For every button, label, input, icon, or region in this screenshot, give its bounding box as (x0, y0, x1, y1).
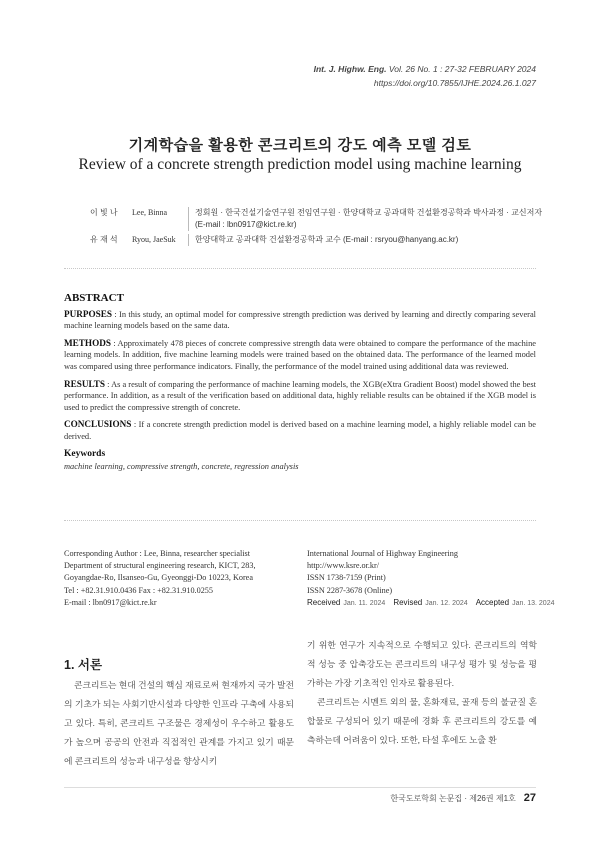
conclusions-text: : If a concrete strength prediction model is derived based on a machine learning model, a highly reliable model can be derived. (64, 420, 536, 441)
korean-title: 기계학습을 활용한 콘크리트의 강도 예측 모델 검토 (128, 137, 472, 154)
corr-line-2: Department of structural engineering research, KICT, 283, (64, 561, 256, 571)
corr-line-4: Tel : +82.31.910.0436 Fax : +82.31.910.0255 (64, 585, 213, 595)
corr-line-3: Goyangdae-Ro, Ilsanseo-Gu, Gyeonggi-Do 10223, Korea (64, 573, 253, 583)
revised-label: Revised (393, 597, 423, 607)
author-2-affiliation: 한양대학교 공과대학 건설환경공학과 교수 (E-mail : rsryou@hanyang.ac.kr) (188, 234, 458, 246)
english-title: Review of a concrete strength prediction model using machine learning (78, 156, 522, 173)
abstract-conclusions (64, 419, 536, 442)
author-1-email: (E-mail : lbn0917@kict.re.kr) (195, 220, 297, 229)
issn-print: ISSN 1738-7159 (Print) (307, 573, 386, 583)
body-paragraph-1-continued: 기 위한 연구가 지속적으로 수행되고 있다. 콘크리트의 역학적 성능 중 압축강도는 콘크리트의 내구성 평가 및 성능을 평가하는 가장 기초적인 인자로 활용된다. (307, 640, 537, 688)
purposes-text: : In this study, an optimal model for compressive strength prediction was derived by learning and directly comparing several machine learning models based on the same data. (64, 309, 536, 331)
divider-top (64, 268, 536, 269)
body-paragraph-2: 콘크리트는 시멘트 외의 물, 혼화재료, 골재 등의 불균질 혼합물로 구성되어 있기 때문에 경화 후 콘크리트의 강도를 예측하는데 어려움이 있다. 또한, 타설 후에도 노출 환 (307, 697, 537, 745)
body-column-left (64, 676, 294, 771)
divider-bottom (64, 520, 536, 521)
abstract (64, 293, 536, 473)
publication-block (307, 548, 561, 610)
correspondence-block (64, 548, 256, 609)
keywords-heading: Keywords (64, 448, 106, 459)
author-1-english-name: Lee, Binna (132, 208, 168, 217)
corr-line-1: Corresponding Author : Lee, Binna, researcher specialist (64, 549, 250, 558)
abstract-results (64, 379, 536, 414)
body-paragraph-1: 콘크리트는 현대 건설의 핵심 재료로써 현재까지 국가 발전의 기초가 되는 사회기반시설과 다양한 인프라 구축에 사용되고 있다. 특히, 콘크리트 구조물은 경제성이 우수하고 활용도가 높으며 공공의 안전과 직접적인 관계를 가지고 있기 때문에 콘크리트의 성능과 내구성을 향상시키 (64, 680, 294, 766)
abstract-heading: ABSTRACT (64, 292, 124, 304)
results-label: RESULTS (64, 378, 106, 389)
conclusions-label: CONCLUSIONS (64, 419, 132, 430)
journal-abbrev: Int. J. Highw. Eng. (313, 64, 387, 74)
received-date: Jan. 11. 2024 (343, 599, 386, 607)
author-2-english-name: Ryou, JaeSuk (132, 235, 176, 244)
body-column-right (307, 636, 537, 750)
methods-label: METHODS (64, 337, 111, 348)
author-1-korean-name: 이 빛 나 (90, 208, 118, 217)
abstract-purposes (64, 309, 536, 332)
results-text: : As a result of comparing the performance of machine learning models, the XGB(eXtra Gradient Boost) model showed the best performance. In addition, as a result of the verification based on additional data, highly reliable results can be obtained if the XGB model is used to predict the compressive strength of concrete. (64, 379, 536, 412)
corr-line-5: E-mail : lbn0917@kict.re.kr (64, 597, 157, 607)
journal-name: International Journal of Highway Engineering (307, 549, 458, 558)
keywords-text: machine learning, compressive strength, concrete, regression analysis (64, 462, 299, 472)
author-2-korean-name: 유 재 석 (90, 235, 118, 244)
methods-text: : Approximately 478 pieces of concrete compressive strength data were obtained to compare the performance of the machine learning models. In addition, five machine learning models were trained based on the obtained data. The performance of the learned model was compared using three performance indicators. Finally, the performance of the model trained using additional data was reviewed. (64, 338, 536, 371)
footer-divider (64, 787, 536, 788)
journal-header (314, 62, 536, 90)
accepted-label: Accepted (475, 597, 510, 607)
accepted-date: Jan. 13. 2024 (512, 599, 555, 607)
footer-journal-text: 한국도로학회 논문집 · 제26권 제1호 (390, 794, 516, 803)
journal-url[interactable]: http://www.ksre.or.kr/ (307, 561, 380, 571)
doi-link[interactable]: https://doi.org/10.7855/IJHE.2024.26.1.027 (373, 78, 536, 88)
page-footer (390, 792, 536, 804)
purposes-label: PURPOSES (64, 308, 112, 319)
author-1-affiliation-block (188, 207, 542, 231)
volume-info: Vol. 26 No. 1 : 27-32 FEBRUARY 2024 (388, 64, 536, 74)
section-heading-introduction: 1. 서론 (64, 658, 103, 672)
issn-online: ISSN 2287-3678 (Online) (307, 585, 393, 595)
received-label: Received (307, 597, 341, 607)
abstract-methods (64, 338, 536, 373)
author-1-affiliation: 정회원 · 한국건설기술연구원 전임연구원 · 한양대학교 공과대학 건설환경공학과 박사과정 · 교신저자 (195, 208, 543, 217)
received-dates (307, 597, 561, 610)
page-number: 27 (523, 792, 536, 804)
revised-date: Jan. 12. 2024 (425, 599, 468, 607)
